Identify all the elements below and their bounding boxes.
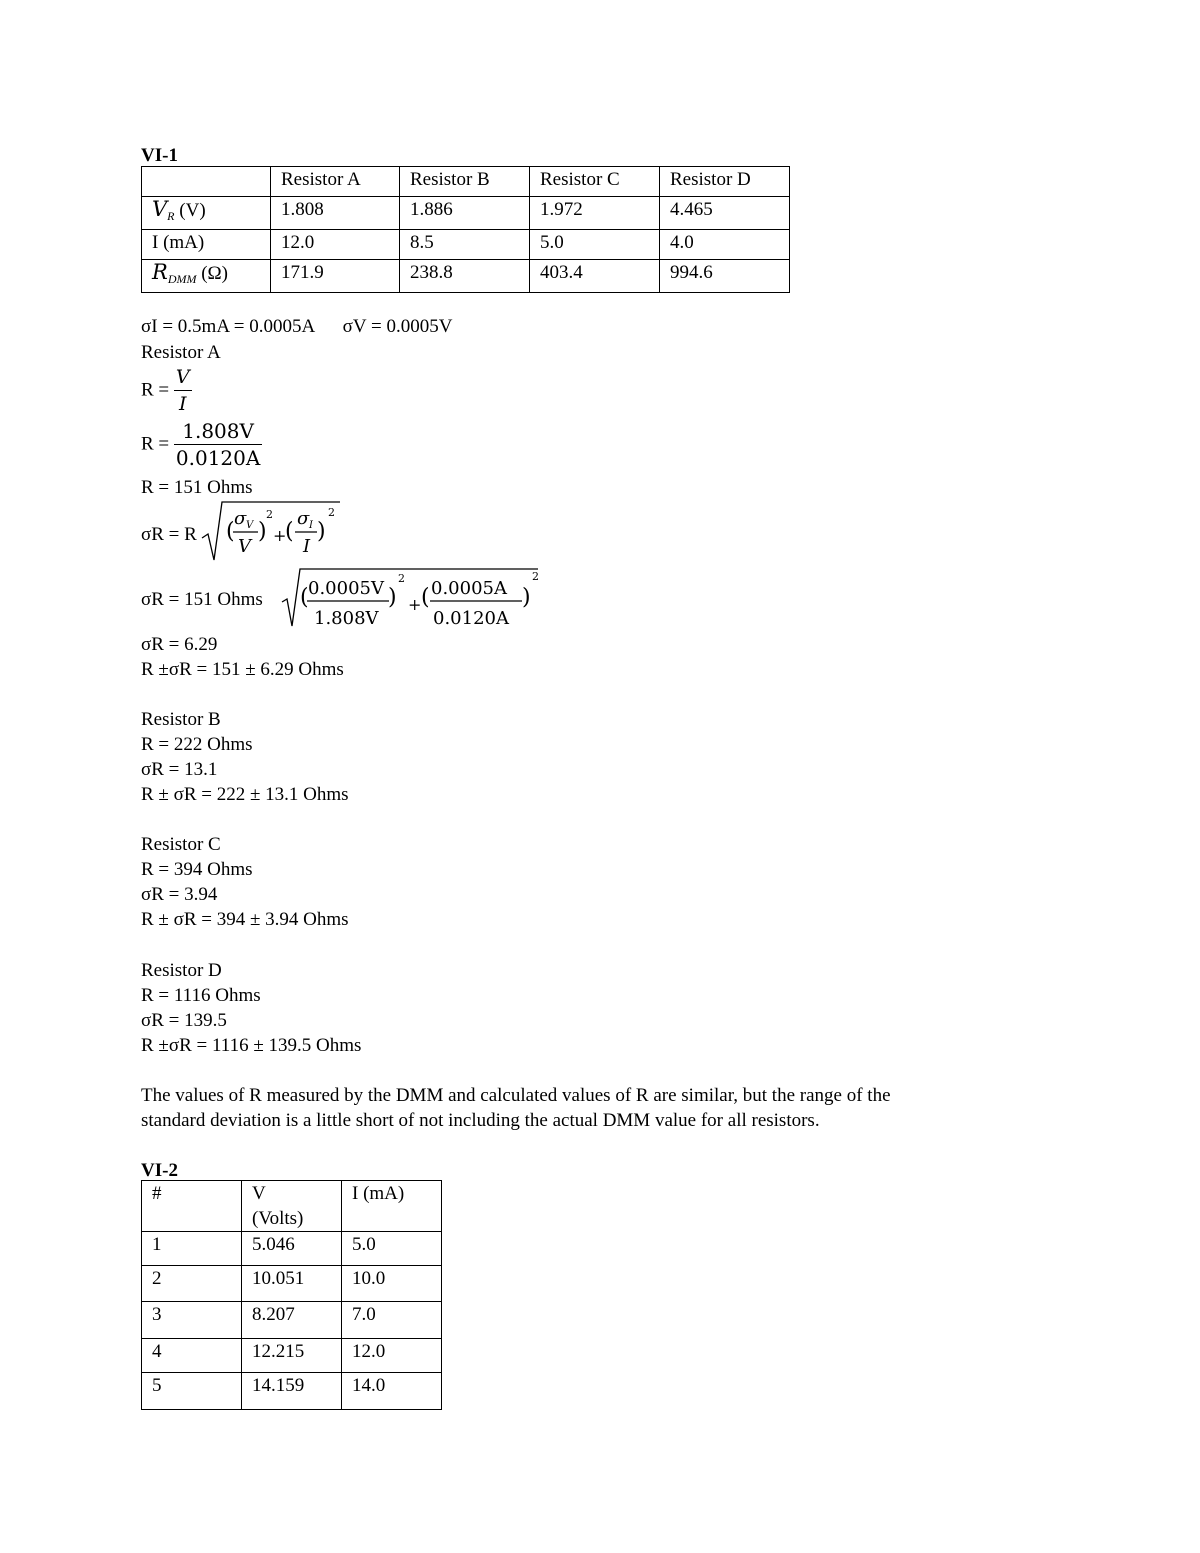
resistor-b-sigma: σR = 13.1 xyxy=(141,759,218,780)
svg-text:(: ( xyxy=(300,585,309,610)
svg-text:I: I xyxy=(303,536,311,557)
vi1-table xyxy=(141,166,790,293)
table-header-cell: I (mA) xyxy=(342,1181,442,1232)
svg-text:2: 2 xyxy=(398,572,405,585)
sig-v-num: 0.0005V xyxy=(308,578,384,599)
table-cell: 4.465 xyxy=(660,197,790,230)
table-cell: 14.159 xyxy=(242,1373,342,1410)
sig-i-num: 0.0005A xyxy=(431,578,507,599)
resistor-a-title: Resistor A xyxy=(141,342,221,363)
table-row xyxy=(142,1339,442,1373)
svg-text:(: ( xyxy=(226,519,235,544)
svg-text:): ) xyxy=(388,585,397,610)
resistor-b-final: R ± σR = 222 ± 13.1 Ohms xyxy=(141,784,349,805)
header-volts: (Volts) xyxy=(252,1208,304,1229)
vi2-heading: VI-2 xyxy=(141,1160,178,1181)
table-cell: 5.0 xyxy=(530,230,660,260)
svg-text:(: ( xyxy=(421,585,430,610)
row-label-rdmm xyxy=(142,260,271,293)
resistor-d-title: Resistor D xyxy=(141,960,222,981)
table-cell: 2 xyxy=(142,1266,242,1302)
sigma-r-label: σR = R xyxy=(141,524,197,545)
table-header-cell xyxy=(142,167,271,197)
fraction-denominator: 0.0120A xyxy=(175,446,261,470)
formula-r-equals-v-over-i xyxy=(141,364,192,417)
table-cell: 4.0 xyxy=(660,230,790,260)
sig-v-den: 1.808V xyxy=(314,608,379,629)
table-cell: 3 xyxy=(142,1302,242,1339)
fraction-denominator: I xyxy=(179,393,187,415)
sig-i-den: 0.0120A xyxy=(433,608,509,629)
table-row xyxy=(142,197,790,230)
resistor-c-sigma: σR = 3.94 xyxy=(141,884,218,905)
table-header-cell: Resistor B xyxy=(400,167,530,197)
table-cell: 1.808 xyxy=(271,197,400,230)
resistor-c-title: Resistor C xyxy=(141,834,221,855)
svg-text:+: + xyxy=(273,526,287,545)
table-row xyxy=(142,230,790,260)
label-tail: (Ω) xyxy=(196,263,229,284)
sigma-r-formula-svg xyxy=(200,498,345,566)
svg-text:(: ( xyxy=(285,519,294,544)
resistor-a-sigma-result: σR = 6.29 xyxy=(141,634,218,655)
vi2-table xyxy=(141,1180,442,1410)
label-sub: R xyxy=(167,209,175,223)
label-sub: DMM xyxy=(167,272,197,286)
conclusion-line: standard deviation is a little short of not including the actual DMM value for all resistors. xyxy=(141,1110,820,1131)
vi1-heading: VI-1 xyxy=(141,145,178,166)
resistor-a-result: R = 151 Ohms xyxy=(141,477,253,498)
table-cell: 5.0 xyxy=(342,1232,442,1266)
formula-prefix: R = xyxy=(141,433,170,455)
svg-text:V: V xyxy=(238,536,251,557)
table-row xyxy=(142,1302,442,1339)
fraction-numerator: V xyxy=(174,364,192,391)
conclusion-line: The values of R measured by the DMM and calculated values of R are similar, but the range of the xyxy=(141,1085,891,1106)
svg-text:σ: σ xyxy=(297,508,310,529)
table-cell: 994.6 xyxy=(660,260,790,293)
svg-text:): ) xyxy=(317,519,326,544)
resistor-a-final: R ±σR = 151 ± 6.29 Ohms xyxy=(141,659,344,680)
uncertainty-line: σI = 0.5mA = 0.0005A σV = 0.0005V xyxy=(141,316,453,337)
formula-prefix: R = xyxy=(141,379,170,401)
table-cell: 10.0 xyxy=(342,1266,442,1302)
fraction-numerator: 1.808V xyxy=(174,418,262,445)
svg-text:σ: σ xyxy=(234,508,247,529)
resistor-c-final: R ± σR = 394 ± 3.94 Ohms xyxy=(141,909,349,930)
label-main: V xyxy=(152,197,168,221)
formula-r-calc xyxy=(141,418,262,471)
svg-text:2: 2 xyxy=(532,570,539,583)
table-cell: 12.215 xyxy=(242,1339,342,1373)
resistor-d-final: R ±σR = 1116 ± 139.5 Ohms xyxy=(141,1035,362,1056)
table-cell: 8.5 xyxy=(400,230,530,260)
fraction xyxy=(174,364,192,417)
table-cell: 1.972 xyxy=(530,197,660,230)
table-row xyxy=(142,1373,442,1410)
table-cell: 1 xyxy=(142,1232,242,1266)
fraction xyxy=(174,418,262,471)
svg-text:V: V xyxy=(246,520,254,531)
table-header-cell xyxy=(242,1181,342,1232)
resistor-c-r: R = 394 Ohms xyxy=(141,859,253,880)
row-label-i: I (mA) xyxy=(142,230,271,260)
table-cell: 403.4 xyxy=(530,260,660,293)
svg-text:+: + xyxy=(408,595,422,614)
table-header-cell: # xyxy=(142,1181,242,1232)
svg-text:): ) xyxy=(258,519,267,544)
table-cell: 4 xyxy=(142,1339,242,1373)
table-cell: 8.207 xyxy=(242,1302,342,1339)
sigma-r-calc-svg xyxy=(280,566,542,632)
resistor-d-r: R = 1116 Ohms xyxy=(141,985,261,1006)
label-tail: (V) xyxy=(174,200,206,221)
resistor-d-sigma: σR = 139.5 xyxy=(141,1010,227,1031)
table-cell: 10.051 xyxy=(242,1266,342,1302)
label-main: R xyxy=(152,260,168,284)
svg-text:): ) xyxy=(522,585,531,610)
table-row xyxy=(142,1232,442,1266)
table-header-cell: Resistor D xyxy=(660,167,790,197)
header-v: V xyxy=(252,1183,266,1204)
resistor-b-r: R = 222 Ohms xyxy=(141,734,253,755)
table-row xyxy=(142,260,790,293)
table-cell: 14.0 xyxy=(342,1373,442,1410)
table-cell: 12.0 xyxy=(342,1339,442,1373)
svg-text:I: I xyxy=(309,520,313,531)
table-cell: 238.8 xyxy=(400,260,530,293)
row-label-vr xyxy=(142,197,271,230)
table-header-cell: Resistor A xyxy=(271,167,400,197)
table-cell: 12.0 xyxy=(271,230,400,260)
table-header-cell: Resistor C xyxy=(530,167,660,197)
table-row xyxy=(142,1266,442,1302)
table-cell: 171.9 xyxy=(271,260,400,293)
sigma-r-calc-label: σR = 151 Ohms xyxy=(141,589,263,610)
table-cell: 7.0 xyxy=(342,1302,442,1339)
svg-text:2: 2 xyxy=(328,506,335,519)
table-cell: 1.886 xyxy=(400,197,530,230)
table-cell: 5 xyxy=(142,1373,242,1410)
svg-text:2: 2 xyxy=(266,508,273,521)
table-cell: 5.046 xyxy=(242,1232,342,1266)
resistor-b-title: Resistor B xyxy=(141,709,221,730)
